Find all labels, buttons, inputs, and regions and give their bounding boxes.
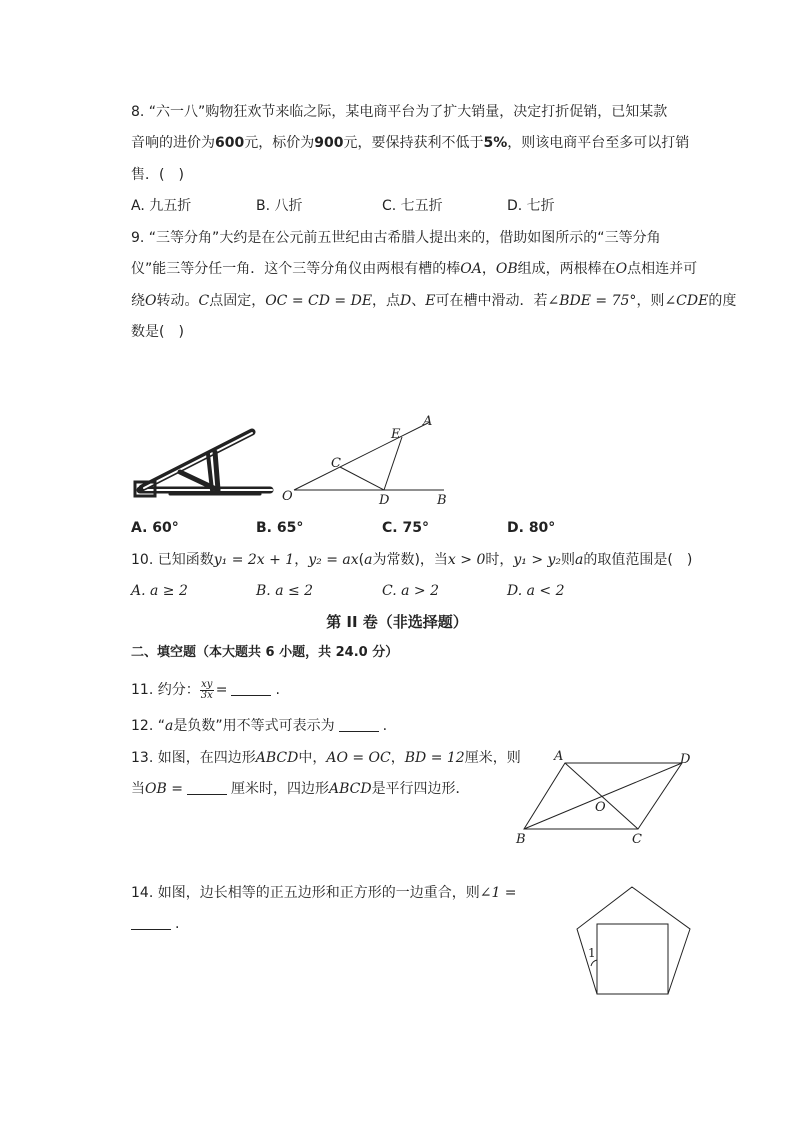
angle-1-label: 1	[588, 946, 596, 960]
section-title: 第 II 卷（非选择题）	[326, 613, 468, 631]
label-c: C	[632, 832, 642, 847]
q8-line-2: 音响的进价为600元，标价为900元，要保持获利不低于5%，则该电商平台至多可以打销	[131, 135, 690, 151]
q10-option-b: B. a ≤ 2	[256, 583, 314, 599]
segment-cd	[340, 467, 384, 490]
q13-line-1: 13. 如图，在四边形ABCD中，AO = OC，BD = 12厘米，则	[131, 750, 521, 766]
q9-line-1: 9. “三等分角”大约是在公元前五世纪由古希腊人提出来的，借助如图所示的“三等分角	[131, 230, 661, 246]
q14-answer-blank[interactable]	[131, 915, 171, 930]
q9-option-a: A. 60°	[131, 520, 179, 536]
q8-option-a: A. 九五折	[131, 198, 192, 214]
label-o: O	[282, 489, 293, 504]
q8-line-1: 8. “六一八”购物狂欢节来临之际，某电商平台为了扩大销量，决定打折促销，已知某款	[131, 104, 668, 120]
q9-option-d: D. 80°	[507, 520, 556, 536]
q11-fraction: $\frac{xy}{3x}$	[200, 678, 213, 701]
q11-line: 11. 约分： $\frac{xy}{3x}$ = .	[131, 678, 280, 701]
q8-option-c: C. 七五折	[382, 198, 443, 214]
q8-line-3: 售．( )	[131, 167, 184, 183]
label-b: B	[516, 832, 526, 847]
angle-1-arc	[591, 960, 597, 966]
q11-answer-blank[interactable]	[231, 681, 271, 696]
regular-pentagon	[577, 887, 690, 994]
q9-line-2: 仪”能三等分任一角．这个三等分角仪由两根有槽的棒OA，OB组成，两根棒在O点相连并可	[131, 261, 698, 277]
diagonal-ac	[565, 763, 638, 829]
part2-header: 二、填空题（本大题共 6 小题，共 24.0 分）	[131, 645, 399, 660]
q10-option-d: D. a < 2	[507, 583, 565, 599]
square	[597, 924, 668, 994]
q8-option-d: D. 七折	[507, 198, 555, 214]
q9-diagram	[280, 410, 455, 508]
q9-option-c: C. 75°	[382, 520, 429, 536]
q14-diagram	[570, 880, 700, 1000]
q9-option-b: B. 65°	[256, 520, 304, 536]
q12-answer-blank[interactable]	[339, 717, 379, 732]
label-a: A	[554, 749, 564, 764]
label-o: O	[595, 800, 606, 815]
q13-line-2: 当OB = 厘米时，四边形ABCD是平行四边形．	[131, 781, 470, 797]
label-c: C	[331, 456, 341, 471]
q9-line-4: 数是( )	[131, 324, 184, 340]
diagonal-bd	[524, 763, 682, 829]
label-e: E	[391, 427, 401, 442]
q13-diagram	[510, 745, 700, 850]
q14-line-1: 14. 如图，边长相等的正五边形和正方形的一边重合，则∠1 =	[131, 885, 517, 901]
label-d: D	[680, 752, 691, 767]
trisector-device-figure	[130, 420, 280, 502]
q12-line: 12. “a是负数”用不等式可表示为 .	[131, 718, 388, 734]
q13-answer-blank[interactable]	[187, 780, 227, 795]
q8-cost: 600	[215, 135, 245, 151]
label-d: D	[379, 493, 390, 508]
q10-option-c: C. a > 2	[382, 583, 439, 599]
q10-option-a: A. a ≥ 2	[131, 583, 188, 599]
segment-de	[384, 437, 402, 490]
q8-price: 900	[314, 135, 344, 151]
q8-rate: 5%	[483, 135, 508, 151]
label-b: B	[437, 493, 447, 508]
device-link-de	[215, 452, 218, 490]
q14-line-2: .	[131, 914, 179, 934]
q10-line-1: 10. 已知函数y₁ = 2x + 1，y₂ = ax(a为常数)，当x > 0时，y₁ > y₂则a的取值范围是( )	[131, 552, 693, 568]
label-a: A	[423, 414, 433, 429]
q8-option-b: B. 八折	[256, 198, 303, 214]
ray-oa	[294, 422, 430, 490]
q9-line-3: 绕O转动。C点固定，OC = CD = DE，点D、E可在槽中滑动．若∠BDE = 75°，则∠CDE的度	[131, 293, 737, 309]
